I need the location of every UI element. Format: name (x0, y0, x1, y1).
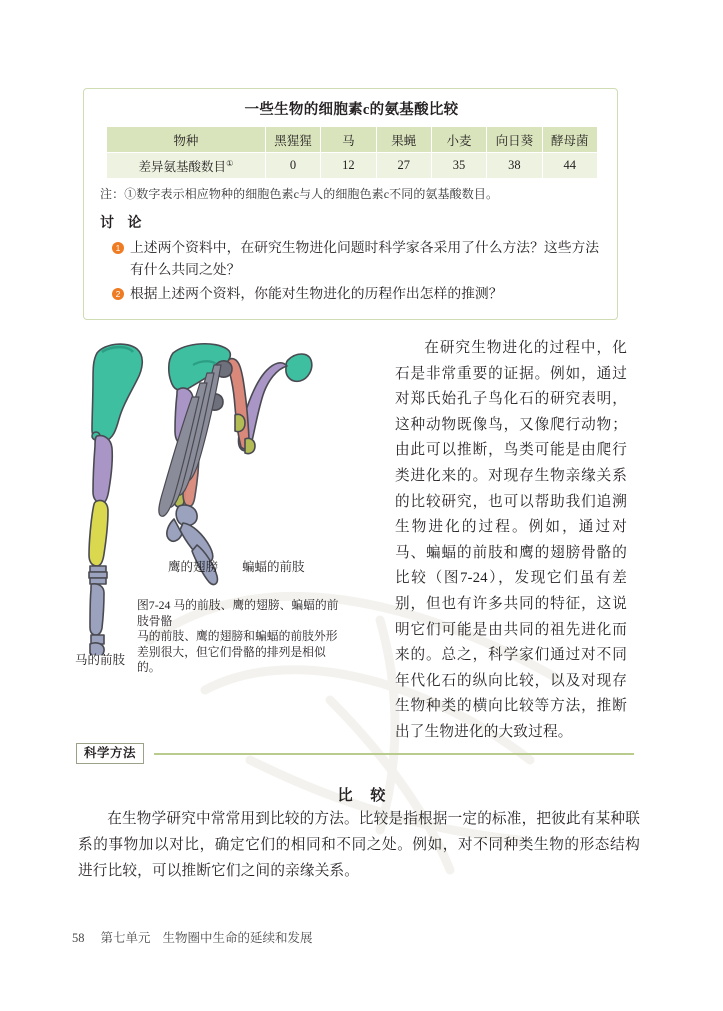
figure-caption (137, 598, 342, 676)
table-cell-yeast: 44 (542, 153, 597, 179)
figure-7-24 (75, 335, 375, 695)
table-footnote: 注：①数字表示相应物种的细胞色素c与人的细胞色素c不同的氨基酸数目。 (100, 187, 499, 201)
table-row-label-text: 差异氨基酸数目 (138, 159, 227, 174)
discussion-item-text: 上述两个资料中，在研究生物进化问题时科学家各采用了什么方法？这些方法有什么共同之处？ (130, 240, 600, 277)
bullet-number-icon: 2 (112, 288, 124, 300)
figure-caption-main: 图7-24 马的前肢、鹰的翅膀、蝙蝠的前肢骨骼 (137, 598, 339, 628)
horse-forelimb-drawing (89, 344, 142, 655)
figure-label-bat: 蝙蝠的前肢 (242, 560, 305, 574)
table-header-species: 物种 (107, 127, 266, 153)
discussion-list (112, 237, 607, 307)
figure-label-horse: 马的前肢 (75, 653, 126, 667)
method-body (78, 806, 640, 884)
table-header-chimp: 黑猩猩 (265, 127, 320, 153)
table-row-label-superscript: ① (226, 158, 234, 168)
table-header-horse: 马 (321, 127, 376, 153)
method-tag-label: 科学方法 (76, 743, 144, 764)
table-header-yeast: 酵母菌 (542, 127, 597, 153)
table-cell-sunflower: 38 (487, 153, 542, 179)
table-header-fruitfly: 果蝇 (376, 127, 431, 153)
method-paragraph: 在生物学研究中常常用到比较的方法。比较是指根据一定的标准，把彼此有某种联系的事物加以对比，确定它们的相同和不同之处。例如，对不同种类生物的形态结构进行比较，可以推断它们之间的亲缘关系。 (78, 811, 640, 879)
figure-label-eagle: 鹰的翅膀 (168, 560, 219, 574)
table-header-sunflower: 向日葵 (487, 127, 542, 153)
table-cell-wheat: 35 (431, 153, 486, 179)
table-cell-fruitfly: 27 (376, 153, 431, 179)
method-divider (154, 753, 634, 755)
cytochrome-table (106, 126, 598, 179)
figure-caption-sub: 马的前肢、鹰的翅膀和蝙蝠的前肢外形差别很大，但它们骨骼的排列是相似的。 (137, 629, 338, 674)
method-section-header (76, 743, 636, 765)
table-cell-chimp: 0 (265, 153, 320, 179)
list-item (112, 283, 607, 305)
resource-box (83, 88, 618, 320)
table-header-row (107, 127, 598, 153)
bullet-number-icon: 1 (112, 242, 124, 254)
page-number: 58 (72, 931, 85, 945)
resource-box-title: 一些生物的细胞素c的氨基酸比较 (244, 102, 459, 118)
method-title: 比 较 (337, 788, 393, 804)
list-item (112, 237, 607, 281)
table-row (107, 153, 598, 179)
table-header-wheat: 小麦 (431, 127, 486, 153)
table-row-label (107, 153, 266, 179)
body-paragraph: 在研究生物进化的过程中，化石是非常重要的证据。例如，通过对郑氏始孔子鸟化石的研究表明，这种动物既像鸟，又像爬行动物；由此可以推断，鸟类可能是由爬行类进化来的。对现存生物亲缘关系的比较研究，也可以帮助我们追溯生物进化的过程。例如，通过对马、蝙蝠的前肢和鹰的翅膀骨骼的比较（图7-24），发现它们虽有差别，但也有许多共同的特征，这说明它们可能是由共同的祖先进化而来的。总之，科学家们通过对不同年代化石的纵向比较，以及对现存生物种类的横向比较等方法，推断出了生物进化的大致过程。 (395, 340, 627, 740)
discussion-heading: 讨 论 (100, 216, 147, 231)
footer-unit-title: 生物圈中生命的延续和发展 (162, 931, 313, 945)
page-footer (72, 928, 313, 946)
discussion-item-text: 根据上述两个资料，你能对生物进化的历程作出怎样的推测？ (130, 286, 503, 301)
table-cell-horse: 12 (321, 153, 376, 179)
footer-unit: 第七单元 (100, 931, 151, 945)
body-text-column (395, 336, 627, 746)
